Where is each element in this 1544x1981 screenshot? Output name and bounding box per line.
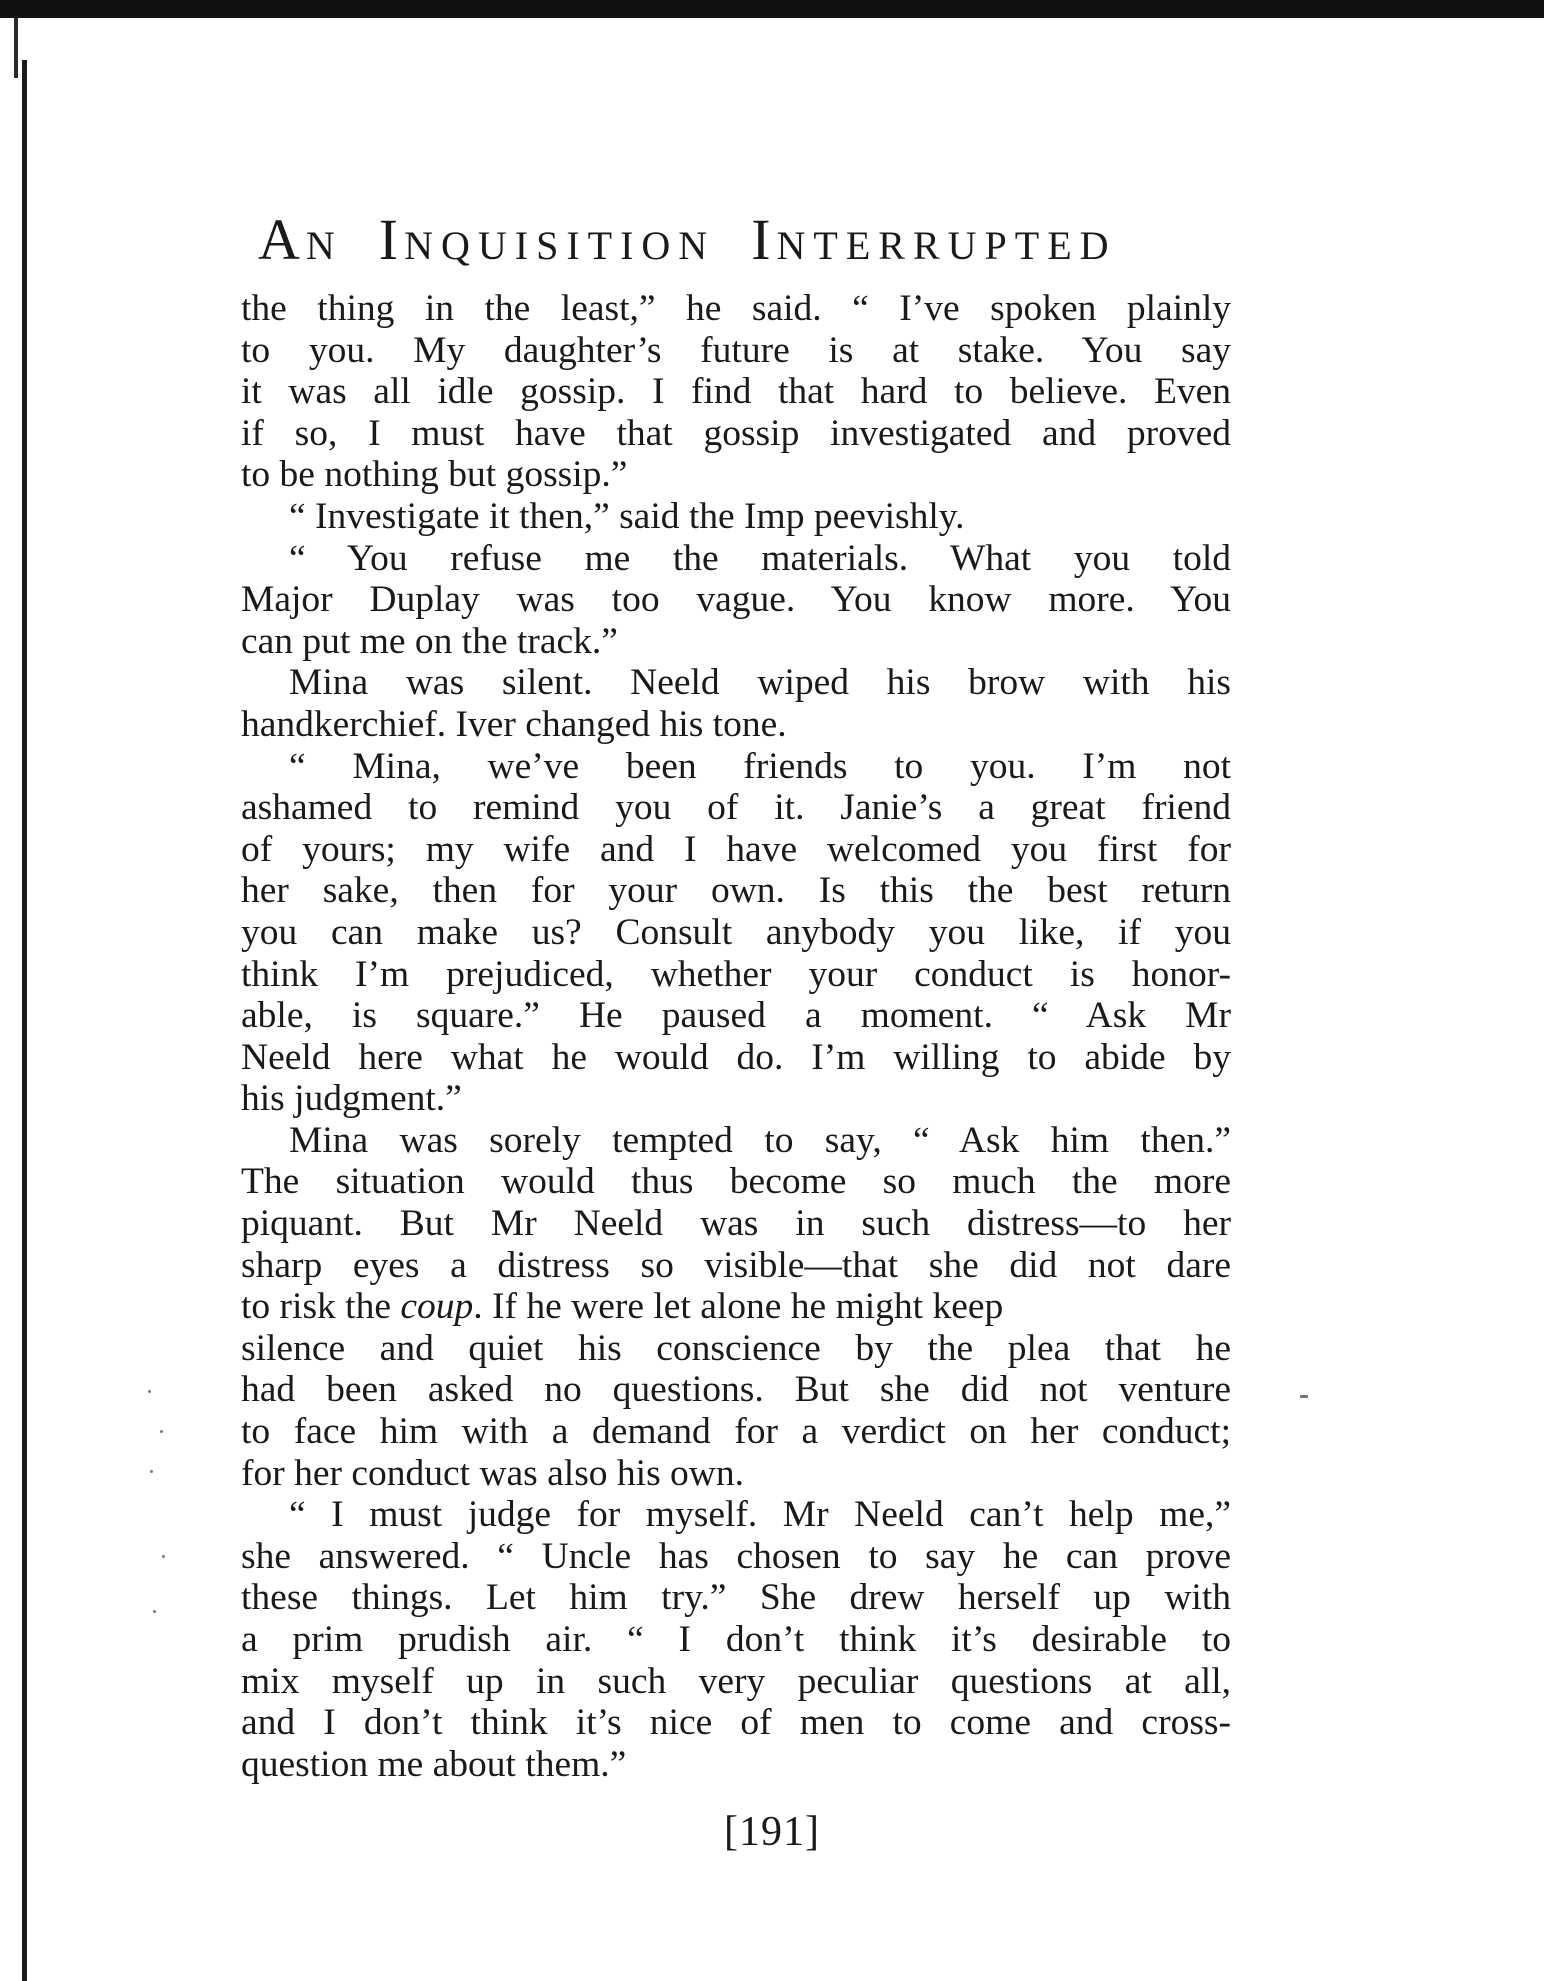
text-line: sharp eyes a distress so visible—that she did not dare <box>241 1244 1231 1286</box>
running-head-initial: I <box>378 207 405 272</box>
text-line: a prim prudish air. “ I don’t think it’s desirable to <box>241 1619 1231 1660</box>
text-line: mix myself up in such very peculiar questions at all, <box>241 1660 1231 1702</box>
text-line: she answered. “ Uncle has chosen to say he can prove <box>241 1535 1231 1577</box>
running-head-word: NTERRUPTED <box>776 223 1117 268</box>
text-line: these things. Let him try.” She drew herself up with <box>241 1577 1231 1619</box>
text-line: you can make us? Consult anybody you like, if you <box>241 911 1231 953</box>
text-line: silence and quiet his conscience by the plea that he <box>241 1327 1231 1369</box>
scan-speck <box>153 1610 156 1613</box>
body-text <box>241 288 1231 1785</box>
text-line <box>241 1286 1231 1328</box>
scan-speck <box>150 1470 153 1473</box>
text-line: Neeld here what he would do. I’m willing to abide by <box>241 1036 1231 1078</box>
text-line: The situation would thus become so much the more <box>241 1161 1231 1203</box>
text-line: to you. My daughter’s future is at stake. You say <box>241 329 1231 371</box>
text-line: Mina was silent. Neeld wiped his brow with his <box>289 662 1231 704</box>
text-line: think I’m prejudiced, whether your conduct is honor- <box>241 953 1231 995</box>
text-line: the thing in the least,” he said. “ I’ve spoken plainly <box>241 288 1231 329</box>
text-line: had been asked no questions. But she did not venture <box>241 1369 1231 1411</box>
text-line: it was all idle gossip. I find that hard to believe. Even <box>241 371 1231 413</box>
text-line: to be nothing but gossip.” <box>241 454 628 496</box>
scan-speck <box>1300 1395 1308 1398</box>
text-fragment: . If he were let alone he might keep <box>473 1286 1004 1328</box>
scan-speck <box>148 1390 151 1393</box>
text-line: piquant. But Mr Neeld was in such distress—to her <box>241 1203 1231 1245</box>
text-line: ashamed to remind you of it. Janie’s a great friend <box>241 787 1231 829</box>
text-line: “ I must judge for myself. Mr Neeld can’t help me,” <box>289 1494 1231 1536</box>
running-head-initial: A <box>258 207 306 272</box>
italic-word: coup <box>400 1286 474 1328</box>
scan-top-border <box>0 0 1544 18</box>
running-head-initial: I <box>751 207 777 272</box>
text-line: his judgment.” <box>241 1078 462 1120</box>
text-line: can put me on the track.” <box>241 620 618 662</box>
text-line: her sake, then for your own. Is this the best return <box>241 870 1231 912</box>
running-head <box>258 206 1228 273</box>
text-line: able, is square.” He paused a moment. “ Ask Mr <box>241 995 1231 1037</box>
text-line: “ Investigate it then,” said the Imp peevishly. <box>289 495 965 537</box>
scan-left-edge <box>22 60 27 1981</box>
text-line: if so, I must have that gossip investigated and proved <box>241 412 1231 454</box>
text-line: Major Duplay was too vague. You know more. You <box>241 579 1231 621</box>
page-number: [191] <box>724 1809 820 1855</box>
scan-speck <box>162 1555 165 1558</box>
running-head-word: N <box>305 223 343 268</box>
text-line: “ Mina, we’ve been friends to you. I’m not <box>289 745 1231 787</box>
running-head-word: NQUISITION <box>404 223 716 268</box>
text-line: handkerchief. Iver changed his tone. <box>241 703 787 745</box>
scan-left-edge-top <box>14 18 18 78</box>
scan-speck <box>160 1430 163 1433</box>
text-line: Mina was sorely tempted to say, “ Ask him then.” <box>289 1119 1231 1161</box>
text-line: “ You refuse me the materials. What you told <box>289 537 1231 579</box>
text-line: and I don’t think it’s nice of men to come and cross- <box>241 1702 1231 1744</box>
text-fragment: to risk the <box>241 1286 391 1328</box>
text-line: to face him with a demand for a verdict on her conduct; <box>241 1411 1231 1453</box>
text-line: question me about them.” <box>241 1743 627 1785</box>
text-line: for her conduct was also his own. <box>241 1452 745 1494</box>
text-line: of yours; my wife and I have welcomed you first for <box>241 828 1231 870</box>
